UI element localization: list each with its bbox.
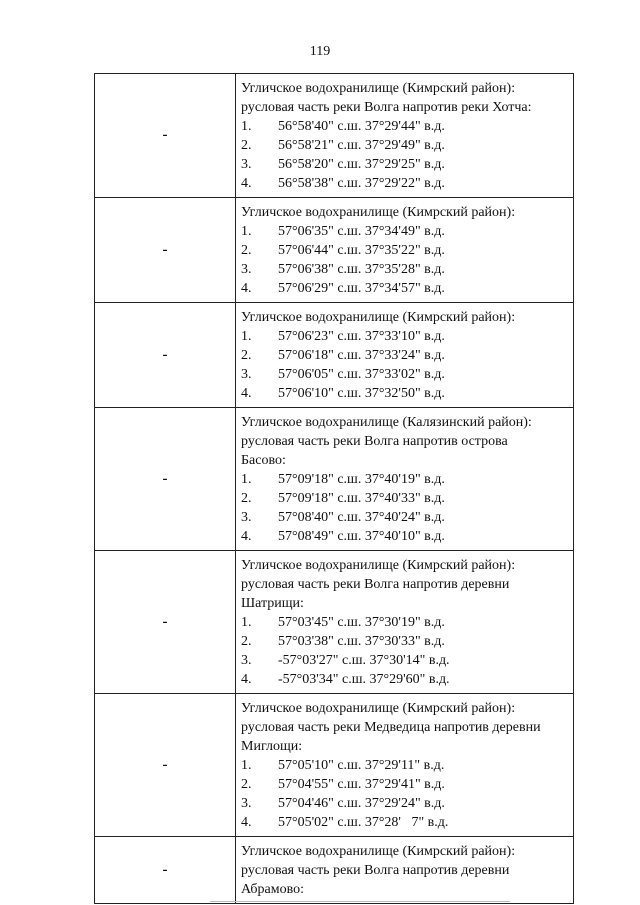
row-marker: - (95, 551, 236, 694)
table-row (95, 694, 574, 837)
description-line: русловая часть реки Волга напротив реки Хотча: (241, 100, 532, 115)
coordinate-number: 4. (241, 176, 252, 191)
table-row (95, 74, 574, 198)
row-description (236, 694, 574, 837)
coordinate-number: 1. (241, 472, 252, 487)
row-description (236, 837, 574, 904)
description-line: русловая часть реки Медведица напротив деревни (241, 720, 541, 735)
coordinate-number: 2. (241, 634, 252, 649)
coordinate-number: 2. (241, 348, 252, 363)
row-description (236, 198, 574, 303)
description-line: Басово: (241, 453, 286, 468)
coordinate-value: 56°58'21" с.ш. 37°29'49" в.д. (278, 138, 445, 153)
coordinate-number: 3. (241, 262, 252, 277)
coordinate-number: 4. (241, 672, 252, 687)
coordinate-point (241, 794, 567, 813)
coordinate-value: 57°09'18" с.ш. 37°40'19" в.д. (278, 472, 445, 487)
coordinate-number: 2. (241, 243, 252, 258)
coordinate-number: 3. (241, 653, 252, 668)
coordinate-number: 1. (241, 119, 252, 134)
coordinate-value: 57°06'10" с.ш. 37°32'50" в.д. (278, 386, 445, 401)
description-line: Миглощи: (241, 739, 303, 754)
table-row (95, 198, 574, 303)
coordinates-table (94, 73, 574, 904)
coordinate-number: 1. (241, 758, 252, 773)
coordinate-value: 57°06'05" с.ш. 37°33'02" в.д. (278, 367, 445, 382)
table-row (95, 837, 574, 904)
description-line: русловая часть реки Волга напротив острова (241, 434, 508, 449)
table-row (95, 551, 574, 694)
coordinate-value: -57°03'27" с.ш. 37°30'14" в.д. (278, 653, 450, 668)
coordinate-point (241, 470, 567, 489)
coordinate-point (241, 489, 567, 508)
coordinate-point (241, 346, 567, 365)
coordinate-value: 57°03'45" с.ш. 37°30'19" в.д. (278, 615, 445, 630)
coordinate-value: -57°03'34" с.ш. 37°29'60" в.д. (278, 672, 450, 687)
coordinate-number: 4. (241, 529, 252, 544)
coordinate-point (241, 508, 567, 527)
coordinate-number: 4. (241, 815, 252, 830)
coordinate-number: 2. (241, 777, 252, 792)
coordinate-value: 57°06'29" с.ш. 37°34'57" в.д. (278, 281, 445, 296)
row-marker: - (95, 74, 236, 198)
coordinate-value: 57°06'23" с.ш. 37°33'10" в.д. (278, 329, 445, 344)
description-line: Угличское водохранилище (Кимрский район): (241, 81, 516, 96)
coordinate-number: 3. (241, 510, 252, 525)
description-line: Угличское водохранилище (Калязинский район): (241, 415, 532, 430)
row-marker: - (95, 408, 236, 551)
coordinate-point (241, 241, 567, 260)
row-marker: - (95, 837, 236, 904)
description-line: Угличское водохранилище (Кимрский район): (241, 310, 516, 325)
coordinate-number: 3. (241, 367, 252, 382)
description-line: Шатрищи: (241, 596, 304, 611)
coordinate-value: 57°04'55" с.ш. 37°29'41" в.д. (278, 777, 445, 792)
coordinate-point (241, 279, 567, 298)
coordinate-point (241, 384, 567, 403)
coordinate-value: 57°06'38" с.ш. 37°35'28" в.д. (278, 262, 445, 277)
row-marker: - (95, 694, 236, 837)
description-line: Угличское водохранилище (Кимрский район): (241, 701, 516, 716)
coordinate-value: 57°04'46" с.ш. 37°29'24" в.д. (278, 796, 445, 811)
coordinate-value: 56°58'20" с.ш. 37°29'25" в.д. (278, 157, 445, 172)
coordinate-point (241, 613, 567, 632)
page-number: 119 (309, 44, 331, 59)
coordinate-point (241, 756, 567, 775)
coordinate-value: 57°05'02" с.ш. 37°28' 7" в.д. (278, 815, 449, 830)
coordinate-point (241, 527, 567, 546)
description-line: Угличское водохранилище (Кимрский район): (241, 844, 516, 859)
coordinate-value: 57°03'38" с.ш. 37°30'33" в.д. (278, 634, 445, 649)
row-description (236, 303, 574, 408)
row-description (236, 408, 574, 551)
coordinate-point (241, 632, 567, 651)
coordinate-point (241, 670, 567, 689)
coordinate-point (241, 155, 567, 174)
row-marker: - (95, 198, 236, 303)
coordinate-point (241, 775, 567, 794)
coordinate-value: 57°06'18" с.ш. 37°33'24" в.д. (278, 348, 445, 363)
coordinate-number: 1. (241, 329, 252, 344)
description-line: Абрамово: (241, 882, 304, 897)
description-line: русловая часть реки Волга напротив деревни (241, 577, 510, 592)
coordinate-value: 57°05'10" с.ш. 37°29'11" в.д. (278, 758, 445, 773)
coordinate-value: 57°09'18" с.ш. 37°40'33" в.д. (278, 491, 445, 506)
description-line: Угличское водохранилище (Кимрский район): (241, 205, 516, 220)
description-line: русловая часть реки Волга напротив деревни (241, 863, 510, 878)
row-description (236, 74, 574, 198)
coordinate-number: 3. (241, 157, 252, 172)
coordinate-point (241, 222, 567, 241)
coordinate-point (241, 327, 567, 346)
coordinate-number: 1. (241, 615, 252, 630)
row-marker: - (95, 303, 236, 408)
coordinate-point (241, 260, 567, 279)
coordinate-point (241, 813, 567, 832)
row-description (236, 551, 574, 694)
coordinate-number: 1. (241, 224, 252, 239)
coordinate-point (241, 651, 567, 670)
scan-edge-line (210, 901, 510, 902)
coordinate-point (241, 365, 567, 384)
coordinate-number: 3. (241, 796, 252, 811)
coordinate-value: 57°06'35" с.ш. 37°34'49" в.д. (278, 224, 445, 239)
coordinate-value: 57°06'44" с.ш. 37°35'22" в.д. (278, 243, 445, 258)
table-row (95, 303, 574, 408)
coordinate-value: 57°08'40" с.ш. 37°40'24" в.д. (278, 510, 445, 525)
coordinate-value: 57°08'49" с.ш. 37°40'10" в.д. (278, 529, 445, 544)
table-body (95, 74, 574, 904)
description-line: Угличское водохранилище (Кимрский район): (241, 558, 516, 573)
coordinate-number: 2. (241, 491, 252, 506)
coordinate-value: 56°58'40" с.ш. 37°29'44" в.д. (278, 119, 445, 134)
table-row (95, 408, 574, 551)
coordinate-point (241, 174, 567, 193)
coordinate-point (241, 136, 567, 155)
coordinate-number: 4. (241, 386, 252, 401)
coordinate-number: 2. (241, 138, 252, 153)
coordinate-value: 56°58'38" с.ш. 37°29'22" в.д. (278, 176, 445, 191)
coordinate-number: 4. (241, 281, 252, 296)
coordinate-point (241, 117, 567, 136)
